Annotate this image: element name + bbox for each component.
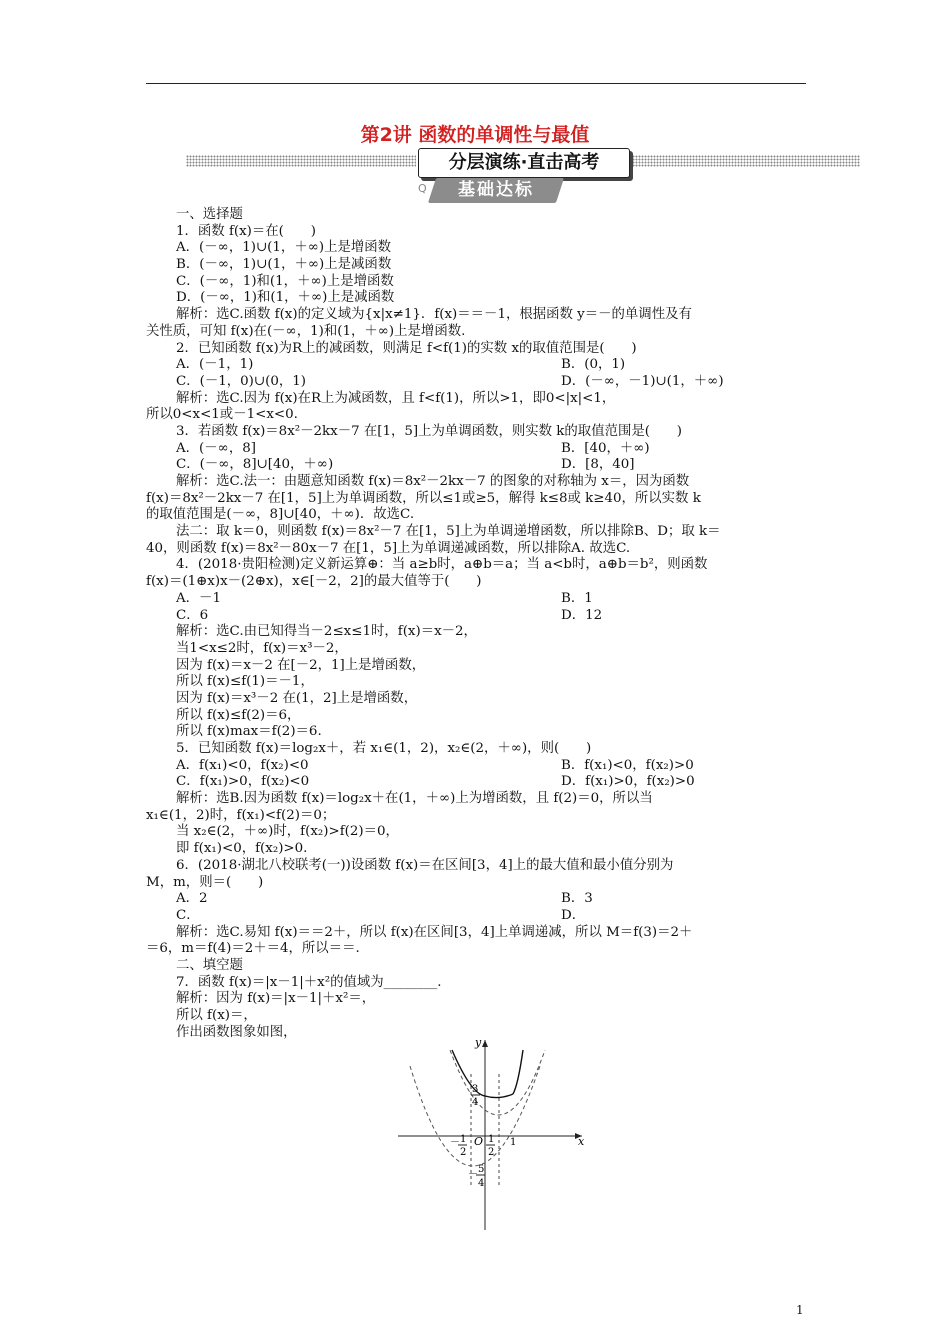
text-line: 所以 f(x)max＝f(2)＝6. xyxy=(176,724,322,740)
text-line: 7．函数 f(x)＝|x－1|＋x²的值域为________. xyxy=(176,974,442,990)
option-a: A．－1 xyxy=(176,590,221,606)
option-row xyxy=(146,441,808,458)
text-line: x₁∈(1，2)时，f(x₁)<f(2)＝0； xyxy=(146,807,336,823)
page-title: 第2讲 函数的单调性与最值 xyxy=(360,124,590,146)
text-line: 一、选择题 xyxy=(176,207,243,222)
label-three: 3 xyxy=(472,1084,479,1095)
option-d: D．[8，40] xyxy=(561,457,635,473)
section-tag: 基础达标 xyxy=(458,180,534,200)
half-den: 2 xyxy=(488,1147,495,1158)
text-line: 5．已知函数 f(x)＝log₂x＋，若 x₁∈(1，2)，x₂∈(2，＋∞)，则( ) xyxy=(176,741,592,756)
text-line: 2．已知函数 f(x)为R上的减函数，则满足 f<f(1)的实数 x的取值范围是( ) xyxy=(176,340,637,356)
neg-five-fourths-num: 5 xyxy=(478,1164,485,1175)
text-line: M，m，则＝( ) xyxy=(146,874,264,890)
text-line: 6．(2018·湖北八校联考(一))设函数 f(x)＝在区间[3，4]上的最大值和最小值分别为 xyxy=(176,857,674,873)
text-line: 所以 f(x)＝， xyxy=(176,1008,257,1023)
option-c: C．(－∞，8]∪[40，＋∞) xyxy=(176,457,334,473)
option-b: B．f(x₁)<0，f(x₂)>0 xyxy=(561,757,694,773)
text-line: ＝6，m＝f(4)＝2＋＝4，所以＝＝. xyxy=(146,941,360,957)
x-axis-label: x xyxy=(578,1135,585,1148)
option-a: A．(－1，1) xyxy=(176,357,254,373)
y-axis-arrow xyxy=(482,1040,488,1047)
neg-half-sign: － xyxy=(450,1137,460,1148)
section-banner: 分层演练·直击高考 xyxy=(418,148,630,178)
text-line: 所以0<x<1或－1<x<0. xyxy=(146,407,298,423)
dotted-band-left xyxy=(186,155,416,167)
option-c: C．f(x₁)>0，f(x₂)<0 xyxy=(176,774,310,790)
graph-curve-right xyxy=(513,1050,523,1094)
option-row xyxy=(146,357,808,374)
text-line: 解析：选C.由已知得当－2≤x≤1时，f(x)＝x－2， xyxy=(176,624,477,640)
option-row xyxy=(146,591,808,608)
option-a: A．(－∞，8] xyxy=(176,440,256,456)
text-line: 解析：因为 f(x)＝|x－1|＋x²＝， xyxy=(176,991,376,1007)
text-line: f(x)＝(1⊕x)x－(2⊕x)，x∈[－2，2]的最大值等于( ) xyxy=(146,574,482,590)
text-line: C．(－∞，1)和(1，＋∞)上是增函数 xyxy=(176,273,394,289)
option-d: D．12 xyxy=(561,607,603,623)
text-line: 解析：选B.因为函数 f(x)＝log₂x＋在(1，＋∞)上为增函数，且 f(2)＝0，所以当 xyxy=(176,791,653,807)
text-line: 1．函数 f(x)＝在( ) xyxy=(176,223,316,239)
option-row xyxy=(146,374,808,391)
text-line: f(x)＝8x²－2kx－7 在[1，5]上为单调函数，所以≤1或≥5，解得 k≤8或 k≥40，所以实数 k xyxy=(146,490,701,506)
half-num: 1 xyxy=(488,1134,495,1145)
option-d: D． xyxy=(561,907,586,923)
function-graph xyxy=(390,1030,590,1240)
text-line: 所以 f(x)≤f(1)＝－1， xyxy=(176,674,314,690)
document-body xyxy=(146,207,808,1041)
option-a: A．f(x₁)<0，f(x₂)<0 xyxy=(176,757,309,773)
option-b: B．3 xyxy=(561,891,593,907)
dashed-parabola-left xyxy=(410,1066,540,1166)
text-line: 关性质，可知 f(x)在(－∞，1)和(1，＋∞)上是增函数. xyxy=(146,323,466,339)
y-axis-label: y xyxy=(475,1036,482,1049)
neg-half-den: 2 xyxy=(460,1147,467,1158)
tag-mark: Q xyxy=(418,182,427,195)
graph-curve-left xyxy=(452,1050,513,1098)
option-b: B．1 xyxy=(561,590,593,606)
text-line: 法二：取 k＝0，则函数 f(x)＝8x²－7 在[1，5]上为单调递增函数，所以排除B、D；取 k＝ xyxy=(176,524,721,540)
text-line: 解析：选C.因为 f(x)在R上为减函数，且 f<f(1)，所以>1，即0<|x|<1， xyxy=(176,390,616,406)
neg-five-fourths-den: 4 xyxy=(478,1178,485,1189)
option-d: D．(－∞，－1)∪(1，＋∞) xyxy=(561,373,724,389)
dashed-parabola-right xyxy=(450,1050,545,1115)
option-b: B．(0，1) xyxy=(561,357,626,373)
neg-five-fourths-sign: － xyxy=(468,1169,478,1180)
option-c: C．6 xyxy=(176,607,209,623)
text-line: 解析：选C.函数 f(x)的定义域为{x|x≠1}．f(x)＝＝－1，根据函数 y＝－的单调性及有 xyxy=(176,307,692,323)
label-four: 4 xyxy=(472,1097,479,1108)
option-a: A．2 xyxy=(176,891,208,907)
option-c: C．(－1，0)∪(0，1) xyxy=(176,373,307,389)
top-rule xyxy=(146,83,806,84)
option-row xyxy=(146,608,808,625)
neg-half-num: 1 xyxy=(460,1134,467,1145)
text-line: 因为 f(x)＝x－2 在[－2，1]上是增函数， xyxy=(176,657,426,673)
text-line: B．(－∞，1)∪(1，＋∞)上是减函数 xyxy=(176,257,392,273)
option-d: D．f(x₁)>0，f(x₂)>0 xyxy=(561,774,695,790)
text-line: 当 x₂∈(2，＋∞)时，f(x₂)>f(2)＝0， xyxy=(176,824,399,840)
option-b: B．[40，＋∞) xyxy=(561,440,650,456)
text-line: A．(－∞，1)∪(1，＋∞)上是增函数 xyxy=(176,240,392,256)
option-row xyxy=(146,457,808,474)
text-line: 即 f(x₁)<0，f(x₂)>0. xyxy=(176,841,308,857)
page-number: 1 xyxy=(796,1303,804,1317)
text-line: 解析：选C.法一：由题意知函数 f(x)＝8x²－2kx－7 的图象的对称轴为 x＝，因为函数 xyxy=(176,474,690,489)
option-row xyxy=(146,908,808,925)
option-row xyxy=(146,891,808,908)
option-row xyxy=(146,774,808,791)
dotted-band-right xyxy=(632,155,860,167)
text-line: 作出函数图象如图， xyxy=(176,1024,297,1040)
text-line: 3．若函数 f(x)＝8x²－2kx－7 在[1，5]上为单调函数，则实数 k的取值范围是( ) xyxy=(176,423,682,439)
text-line: D．(－∞，1)和(1，＋∞)上是减函数 xyxy=(176,290,395,306)
text-line: 所以 f(x)≤f(2)＝6， xyxy=(176,707,301,723)
option-c: C． xyxy=(176,907,200,923)
text-line: 二、填空题 xyxy=(176,957,243,973)
text-line: 解析：选C.易知 f(x)＝＝2＋，所以 f(x)在区间[3，4]上单调递减，所以 M＝f(3)＝2＋ xyxy=(176,924,693,940)
text-line: 4．(2018·贵阳检测)定义新运算⊕：当 a≥b时，a⊕b＝a；当 a<b时，a⊕b＝b²，则函数 xyxy=(176,557,708,573)
text-line: 因为 f(x)＝x³－2 在(1，2]上是增函数， xyxy=(176,690,418,706)
text-line: 的取值范围是(－∞，8]∪[40，＋∞)．故选C. xyxy=(146,507,415,523)
one-label: 1 xyxy=(510,1137,517,1148)
origin-label: O xyxy=(474,1135,484,1148)
option-row xyxy=(146,758,808,775)
text-line: 当1<x≤2时，f(x)＝x³－2， xyxy=(176,640,348,656)
text-line: 40，则函数 f(x)＝8x²－80x－7 在[1，5]上为单调递减函数，所以排除A. 故选C. xyxy=(146,540,631,556)
